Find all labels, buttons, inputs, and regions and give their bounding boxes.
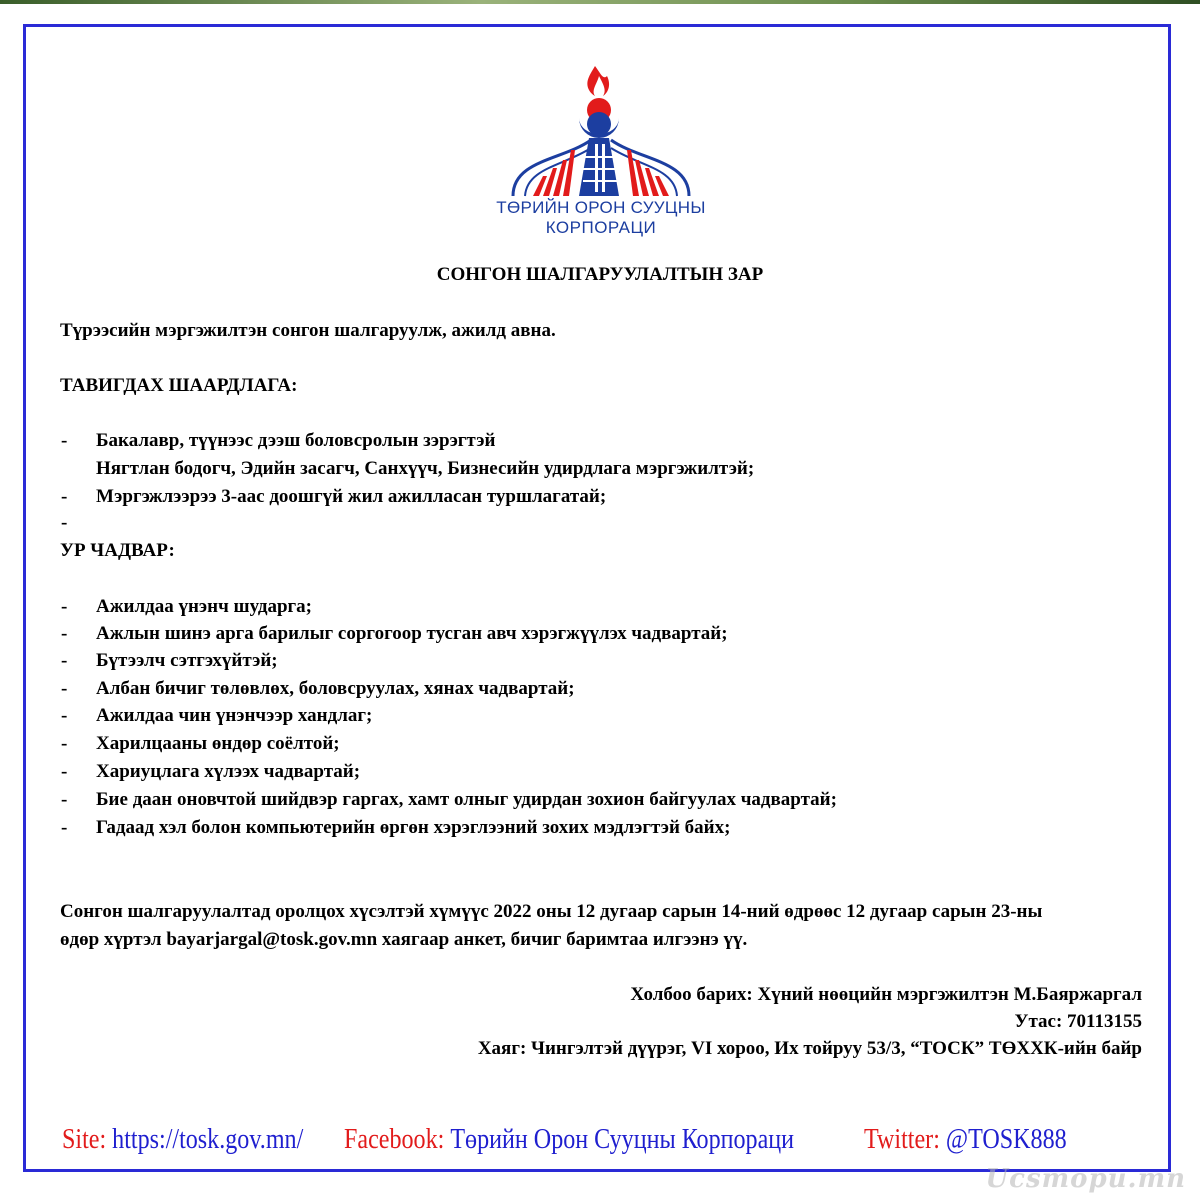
list-dash: -	[61, 817, 68, 838]
requirement-item: Мэргэжлээрээ 3-аас доошгүй жил ажилласан туршлагатай;	[96, 486, 607, 507]
twitter-link[interactable]: @TOSK888	[945, 1124, 1067, 1155]
list-dash: -	[61, 430, 68, 451]
skill-item: Ажлын шинэ арга барилыг соргогоор тусган авч хэрэгжүүлэх чадвартай;	[96, 623, 728, 644]
requirements-heading: ТАВИГДАХ ШААРДЛАГА:	[60, 375, 298, 396]
intro-text: Түрээсийн мэргэжилтэн сонгон шалгаруулж, ажилд авна.	[60, 320, 556, 341]
list-dash: -	[61, 650, 68, 671]
list-dash: -	[61, 733, 68, 754]
footer-twitter	[864, 1124, 1067, 1156]
skill-item: Албан бичиг төлөвлөх, боловсруулах, хянах чадвартай;	[96, 678, 575, 699]
watermark: Ucsmopu.mn	[985, 1164, 1186, 1194]
site-label: Site:	[62, 1124, 107, 1155]
list-dash: -	[61, 789, 68, 810]
logo-text-line2: КОРПОРАЦИ	[545, 218, 657, 237]
facebook-label: Facebook:	[344, 1124, 445, 1155]
list-dash: -	[61, 705, 68, 726]
skill-item: Ажилдаа чин үнэнчээр хандлаг;	[96, 705, 373, 726]
top-decoration-line	[0, 0, 1200, 4]
application-text-line2: өдөр хүртэл bayarjargal@tosk.gov.mn хаягаар анкет, бичиг баримтаа илгээнэ үү.	[60, 929, 748, 950]
twitter-label: Twitter:	[864, 1124, 940, 1155]
skill-item: Ажилдаа үнэнч шударга;	[96, 596, 313, 617]
facebook-link[interactable]: Төрийн Орон Сууцны Корпораци	[450, 1124, 795, 1155]
footer-facebook	[344, 1124, 794, 1156]
list-dash: -	[61, 596, 68, 617]
skill-item: Бүтээлч сэтгэхүйтэй;	[96, 650, 278, 671]
site-link[interactable]: https://tosk.gov.mn/	[112, 1124, 304, 1155]
skill-item: Бие даан оновчтой шийдвэр гаргах, хамт олныг удирдан зохион байгуулах чадвартай;	[96, 789, 837, 810]
list-dash: -	[61, 678, 68, 699]
logo-text-line1: ТӨРИЙН ОРОН СУУЦНЫ	[496, 198, 706, 217]
requirement-item: Бакалавр, түүнээс дээш боловсролын зэрэгтэй	[96, 430, 496, 451]
requirement-item: Нягтлан бодогч, Эдийн засагч, Санхүүч, Бизнесийн удирдлага мэргэжилтэй;	[96, 458, 755, 479]
skill-item: Гадаад хэл болон компьютерийн өргөн хэрэглээний зохих мэдлэгтэй байх;	[96, 817, 731, 838]
skill-item: Харилцааны өндөр соёлтой;	[96, 733, 340, 754]
footer-site	[62, 1124, 303, 1156]
skill-item: Хариуцлага хүлээх чадвартай;	[96, 761, 361, 782]
list-dash: -	[61, 623, 68, 644]
announcement-title: СОНГОН ШАЛГАРУУЛАЛТЫН ЗАР	[436, 264, 764, 285]
skills-heading: УР ЧАДВАР:	[60, 540, 175, 561]
contact-person: Холбоо барих: Хүний нөөцийн мэргэжилтэн М.Баяржаргал	[630, 984, 1142, 1005]
contact-phone: Утас: 70113155	[1014, 1011, 1142, 1032]
list-dash: -	[61, 512, 68, 533]
list-dash: -	[61, 486, 68, 507]
contact-address: Хаяг: Чингэлтэй дүүрэг, VI хороо, Их тойруу 53/3, “ТОСК” ТӨХХК-ийн байр	[477, 1038, 1142, 1059]
application-text-line1: Сонгон шалгаруулалтад оролцох хүсэлтэй хүмүүс 2022 оны 12 дугаар сарын 14-ний өдрөөс 12 дугаар сарын 23-ны	[60, 901, 1043, 922]
list-dash: -	[61, 761, 68, 782]
